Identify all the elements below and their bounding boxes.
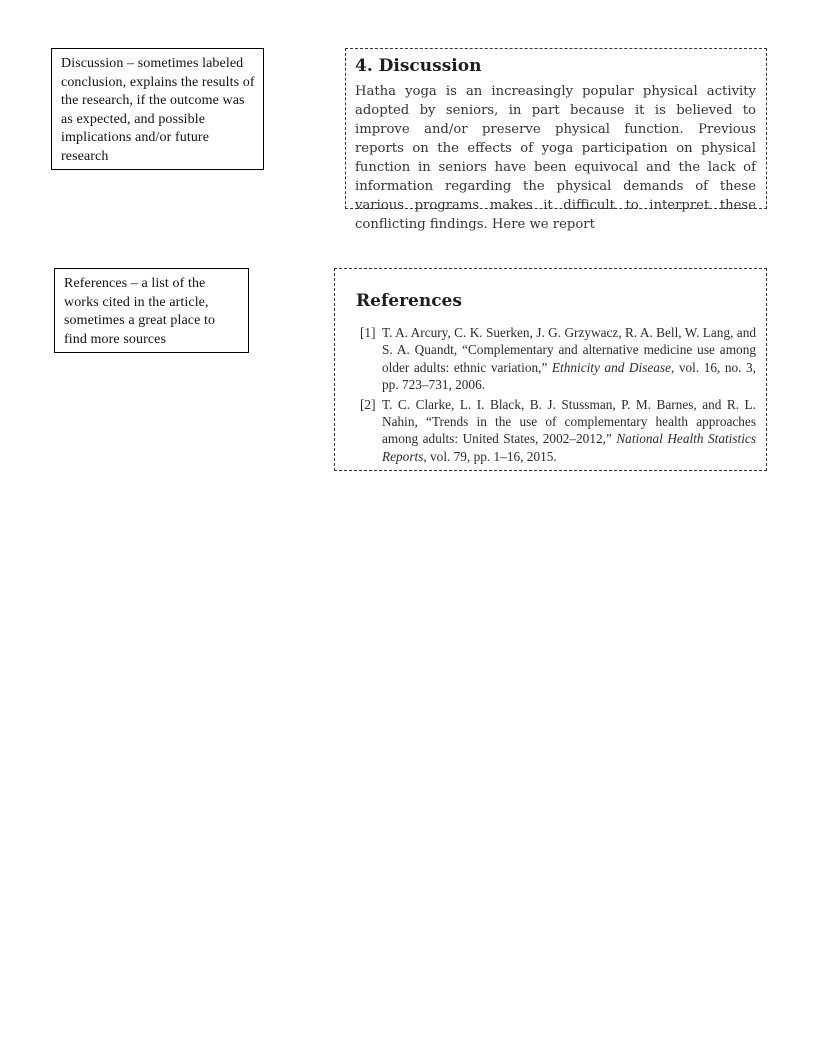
reference-list [356, 324, 756, 465]
discussion-excerpt [345, 48, 767, 232]
discussion-heading: 4. Discussion [355, 56, 482, 76]
reference-details: , vol. 79, pp. 1–16, 2015. [423, 448, 557, 464]
reference-citation: T. A. Arcury, C. K. Suerken, J. G. Grzywacz, R. A. Bell, W. Lang, and S. A. Quandt, “Complementary and alternative medicine use among older adults: ethnic variation,” [382, 325, 756, 375]
reference-text [382, 396, 756, 466]
references-heading: References [356, 291, 462, 311]
references-excerpt [334, 268, 767, 471]
reference-citation: T. C. Clarke, L. I. Black, B. J. Stussman, P. M. Barnes, and R. L. Nahin, “Trends in the use of complementary health approaches among adults: United States, 2002–2012,” [382, 396, 756, 447]
reference-number: [1] [360, 325, 376, 340]
references-annotation-label: References – a list of the works cited in the article, sometimes a great place to find more sources [54, 268, 249, 353]
discussion-body-text: Hatha yoga is an increasingly popular physical activity adopted by seniors, in part because it is believed to improve and/or preserve physical function. Previous reports on the effects of yoga participation on physical function in seniors have been equivocal and the lack of information regarding the physical demands of these various programs makes it difficult to interpret these conflicting findings. Here we report [355, 84, 756, 232]
reference-journal: National Health Statistics Reports [382, 431, 756, 464]
reference-text [382, 324, 756, 394]
reference-number: [2] [360, 396, 376, 412]
discussion-annotation-label: Discussion – sometimes labeled conclusion, explains the results of the research, if the outcome was as expected, and possible implications and/or future research [51, 48, 264, 170]
reference-item [356, 324, 756, 394]
reference-item [356, 396, 756, 466]
reference-details: , vol. 16, no. 3, pp. 723–731, 2006. [382, 359, 756, 393]
reference-journal: Ethnicity and Disease [551, 359, 671, 375]
